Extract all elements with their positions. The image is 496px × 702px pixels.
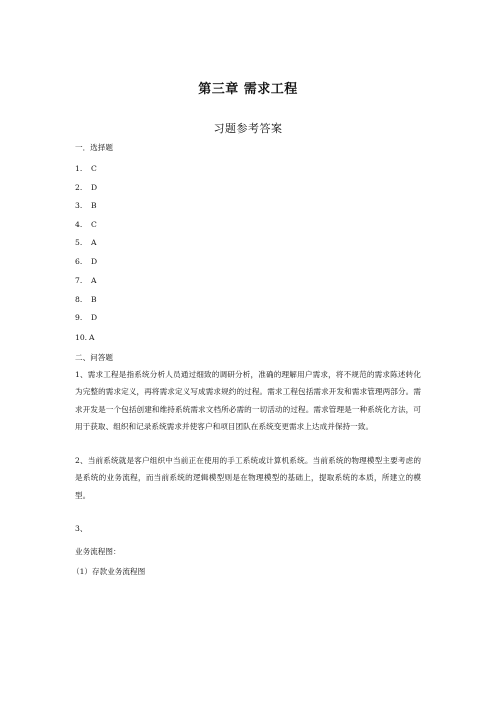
answer-item: 2. D <box>75 183 98 192</box>
flow-item-deposit: （1）存款业务流程图 <box>72 567 146 576</box>
item-3-label: 3、 <box>75 524 88 533</box>
answer-item: 3. B <box>75 201 97 210</box>
flow-heading: 业务流程图： <box>75 547 121 556</box>
answer-paragraph-1: 1、需求工程是指系统分析人员通过细致的调研分析，准确的理解用户需求，将不规范的需求陈述转化为完整的需求定义，再将需求定义写成需求规约的过程。需求工程包括需求开发和需求管理两部分。需求开发是一个包括创建和维持系统需求文档所必需的一切活动的过程。需求管理是一种系统化方法，可用于获取、组织和记录系统需求并使客户和项目团队在系统变更需求上达成并保持一致。 <box>75 370 421 432</box>
answer-item: 8. B <box>75 295 97 304</box>
answer-item: 7. A <box>75 276 97 285</box>
answer-item: 4. C <box>75 220 97 229</box>
answers-subtitle: 习题参考答案 <box>213 122 283 135</box>
section-heading-choice: 一．选择题 <box>75 143 113 152</box>
answer-item: 6. D <box>75 257 98 266</box>
answer-item: 9. D <box>75 313 98 322</box>
answer-item: 10. A <box>75 333 95 342</box>
answer-item: 1. C <box>75 164 97 173</box>
section-heading-qa: 二、问答题 <box>75 353 113 362</box>
chapter-title: 第三章 需求工程 <box>198 82 298 97</box>
answer-item: 5. A <box>75 238 97 247</box>
answer-paragraph-2: 2、当前系统就是客户组织中当前正在使用的手工系统或计算机系统。当前系统的物理模型主要考虑的是系统的业务流程，而当前系统的逻辑模型则是在物理模型的基础上，提取系统的本质，所建立的模型。 <box>75 456 421 500</box>
